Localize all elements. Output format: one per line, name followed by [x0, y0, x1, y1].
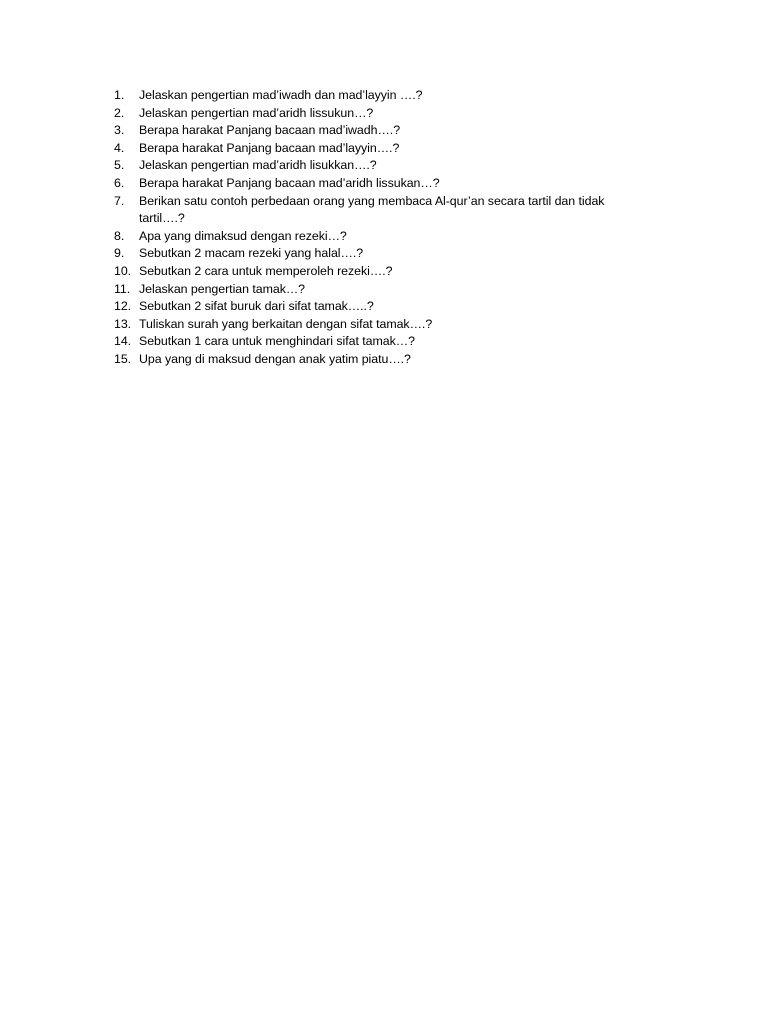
question-item-7 [114, 193, 644, 228]
question-item-13 [114, 316, 644, 334]
question-number: 12. [114, 299, 132, 314]
question-item-11 [114, 281, 644, 299]
question-number: 13. [114, 316, 132, 331]
question-text: Sebutkan 2 macam rezeki yang halal….? [139, 246, 364, 261]
question-number: 8. [114, 228, 125, 243]
question-number: 3. [114, 123, 125, 138]
question-item-2 [114, 105, 644, 123]
question-text: Sebutkan 2 cara untuk memperoleh rezeki….? [139, 263, 393, 278]
question-number: 9. [114, 246, 125, 261]
question-item-4 [114, 140, 644, 158]
question-item-3 [114, 122, 644, 140]
question-text: Berapa harakat Panjang bacaan mad’iwadh….? [139, 123, 401, 138]
question-number: 4. [114, 140, 125, 155]
question-text: Apa yang dimaksud dengan rezeki…? [139, 228, 347, 243]
question-text: Sebutkan 2 sifat buruk dari sifat tamak…..? [139, 299, 374, 314]
question-number: 1. [114, 88, 125, 102]
question-number: 5. [114, 158, 125, 173]
question-item-12 [114, 298, 644, 316]
question-number: 2. [114, 105, 125, 120]
question-item-15 [114, 351, 644, 369]
question-item-6 [114, 175, 644, 193]
question-item-1 [114, 87, 644, 105]
question-item-14 [114, 333, 644, 351]
question-number: 14. [114, 334, 132, 349]
question-item-10 [114, 263, 644, 281]
question-number: 10. [114, 263, 132, 278]
question-text: Jelaskan pengertian mad’iwadh dan mad’layyin ….? [139, 88, 423, 102]
question-item-5 [114, 157, 644, 175]
question-text: Jelaskan pengertian mad’aridh lisukkan….? [139, 158, 377, 173]
question-text: Sebutkan 1 cara untuk menghindari sifat tamak…? [139, 334, 415, 349]
question-text: Tuliskan surah yang berkaitan dengan sifat tamak….? [139, 316, 433, 331]
question-text: Jelaskan pengertian mad’aridh lissukun…? [139, 105, 374, 120]
question-list [114, 87, 644, 369]
question-text: Berapa harakat Panjang bacaan mad’aridh lissukan…? [139, 175, 440, 190]
question-number: 7. [114, 193, 125, 208]
question-text: Upa yang di maksud dengan anak yatim piatu….? [139, 351, 411, 366]
question-item-8 [114, 228, 644, 246]
question-number: 15. [114, 351, 132, 366]
question-text: Berapa harakat Panjang bacaan mad’layyin….? [139, 140, 400, 155]
question-number: 6. [114, 175, 125, 190]
question-number: 11. [114, 281, 131, 296]
question-text: Berikan satu contoh perbedaan orang yang membaca Al-qur’an secara tartil dan tidak tartil….? [139, 193, 605, 226]
question-item-9 [114, 245, 644, 263]
question-text: Jelaskan pengertian tamak…? [139, 281, 306, 296]
